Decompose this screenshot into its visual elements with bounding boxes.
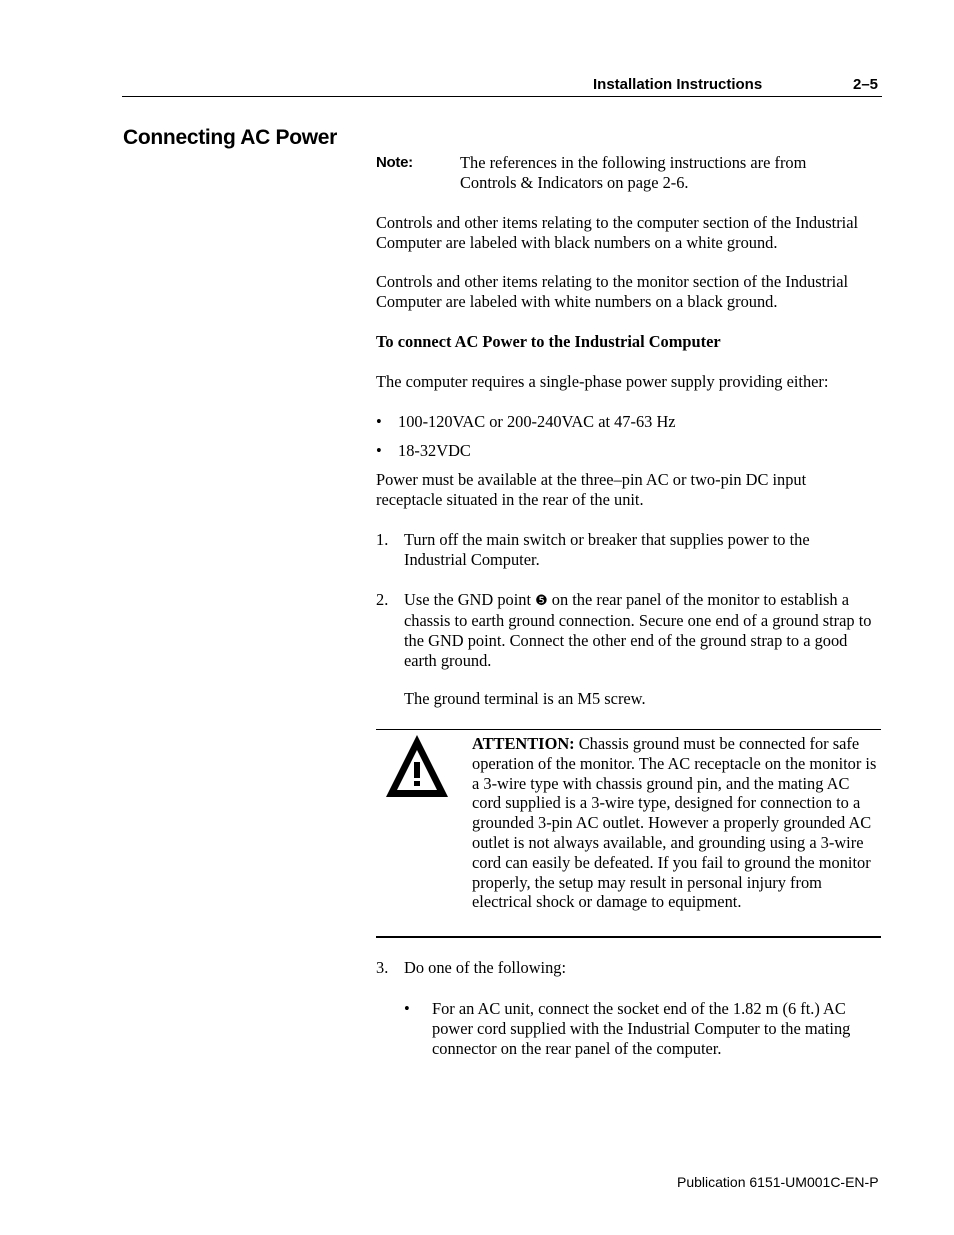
warning-triangle-icon (384, 733, 450, 799)
section-title: Connecting AC Power (123, 126, 338, 149)
bullet-marker: • (376, 412, 382, 431)
bullet-marker: • (404, 999, 410, 1018)
power-requirement-paragraph: The computer requires a single-phase power supply providing either: (376, 372, 829, 391)
step-2-text-after: on the rear panel of the monitor to establish a chassis to earth ground connection. Secure one end of a ground strap to the GND point. Connect the other end of the ground strap to a good earth ground. (404, 590, 872, 670)
running-header-title: Installation Instructions (593, 76, 763, 93)
note-text-line-1: The references in the following instructions are from (460, 153, 807, 172)
power-option-ac: 100-120VAC or 200-240VAC at 47-63 Hz (398, 412, 676, 431)
attention-top-rule (376, 729, 881, 730)
step-1-text: Turn off the main switch or breaker that supplies power to the Industrial Computer. (404, 530, 810, 569)
callout-number-5-icon: ❺ (535, 593, 548, 609)
note-text (460, 153, 880, 193)
header-divider (122, 96, 882, 97)
computer-labels-paragraph: Controls and other items relating to the computer section of the Industrial Computer are labeled with black numbers on a white ground. (376, 213, 859, 252)
step-2-text (404, 590, 882, 671)
step-number: 1. (376, 530, 389, 549)
ground-terminal-note: The ground terminal is an M5 screw. (404, 689, 646, 708)
note-label: Note: (376, 154, 413, 171)
page-number: 2–5 (853, 76, 879, 93)
attention-text (472, 734, 877, 912)
ac-unit-instruction: For an AC unit, connect the socket end of the 1.82 m (6 ft.) AC power cord supplied with the Industrial Computer to the mating connector on the rear panel of the computer. (432, 999, 851, 1058)
monitor-labels-paragraph: Controls and other items relating to the monitor section of the Industrial Computer are labeled with white numbers on a black ground. (376, 272, 849, 311)
publication-footer: Publication 6151-UM001C-EN-P (677, 1174, 879, 1190)
bullet-marker: • (376, 441, 382, 460)
procedure-heading: To connect AC Power to the Industrial Computer (376, 332, 721, 351)
step-number: 2. (376, 590, 389, 609)
attention-bottom-rule (376, 936, 881, 938)
attention-body: Chassis ground must be connected for safe operation of the monitor. The AC receptacle on the monitor is a 3-wire type with chassis ground pin, and the mating AC cord supplied is a 3-wire type, designed for connection to a grounded 3-pin AC outlet. However a properly grounded AC outlet is not always available, and grounding using a 3-wire cord can easily be defeated. If you fail to ground the monitor properly, the setup may result in personal injury from electrical shock or damage to equipment. (472, 734, 877, 912)
step-3-text: Do one of the following: (404, 958, 567, 977)
power-availability-paragraph: Power must be available at the three–pin AC or two-pin DC input receptacle situated in the rear of the unit. (376, 470, 807, 509)
power-option-dc: 18-32VDC (398, 441, 471, 460)
note-text-line-2: Controls & Indicators on page 2-6. (460, 173, 689, 192)
step-number: 3. (376, 958, 389, 977)
step-2-text-before: Use the GND point (404, 590, 536, 609)
attention-label: ATTENTION: (472, 734, 575, 753)
